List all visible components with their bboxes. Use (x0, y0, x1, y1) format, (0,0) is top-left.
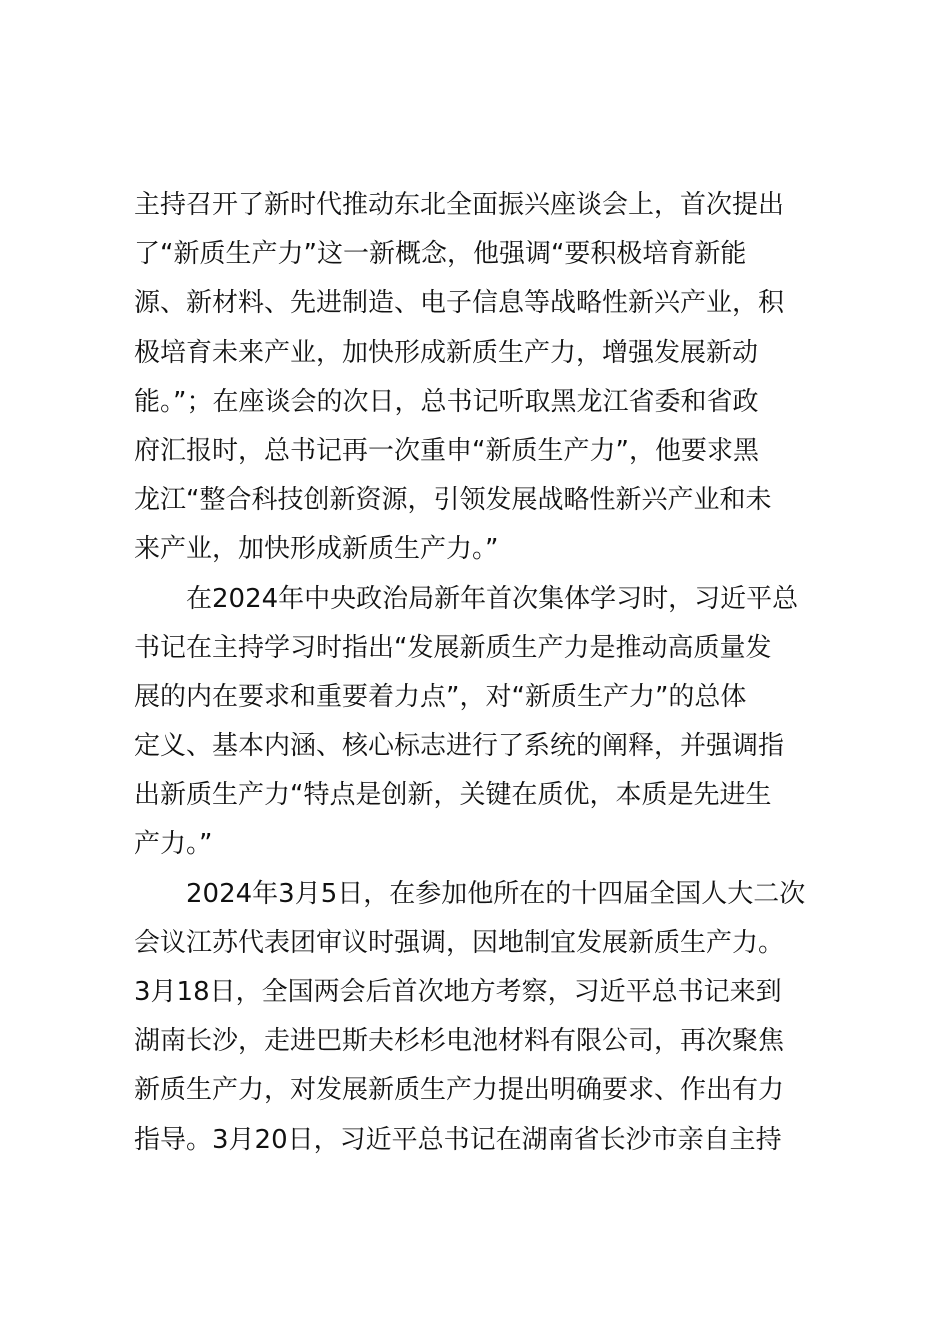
text-line: 湖南长沙，走进巴斯夫杉杉电池材料有限公司，再次聚焦 (134, 1026, 785, 1057)
text-line: 主持召开了新时代推动东北全面振兴座谈会上，首次提出 (134, 190, 785, 220)
text-line: 在2024年中央政治局新年首次集体学习时，习近平总 (134, 583, 799, 614)
text-line: 龙江“整合科技创新资源，引领发展战略性新兴产业和未 (134, 485, 772, 516)
text-line: 产力。” (134, 829, 213, 860)
text-line: 来产业，加快形成新质生产力。” (134, 534, 499, 565)
text-line: 书记在主持学习时指出“发展新质生产力是推动高质量发 (134, 632, 772, 663)
text-line: 新质生产力，对发展新质生产力提出明确要求、作出有力 (134, 1075, 785, 1106)
text-line: 出新质生产力“特点是创新，关键在质优，本质是先进生 (134, 780, 772, 811)
text-line: 极培育未来产业，加快形成新质生产力，增强发展新动 (134, 337, 759, 368)
text-line: 2024年3月5日，在参加他所在的十四届全国人大二次 (134, 878, 806, 909)
text-line: 3月18日，全国两会后首次地方考察，习近平总书记来到 (134, 977, 782, 1007)
text-line: 了“新质生产力”这一新概念，他强调“要积极培育新能 (134, 239, 747, 270)
body-text (134, 181, 834, 1165)
text-line: 府汇报时，总书记再一次重申“新质生产力”，他要求黑 (134, 435, 759, 466)
text-line: 展的内在要求和重要着力点”，对“新质生产力”的总体 (134, 681, 747, 712)
text-line: 会议江苏代表团审议时强调，因地制宜发展新质生产力。 (134, 927, 785, 958)
text-line: 源、新材料、先进制造、电子信息等战略性新兴产业，积 (134, 288, 785, 319)
text-line: 能。”；在座谈会的次日，总书记听取黑龙江省委和省政 (134, 386, 759, 417)
text-line: 定义、基本内涵、核心标志进行了系统的阐释，并强调指 (134, 731, 785, 762)
text-line: 指导。3月20日，习近平总书记在湖南省长沙市亲自主持 (134, 1124, 782, 1155)
